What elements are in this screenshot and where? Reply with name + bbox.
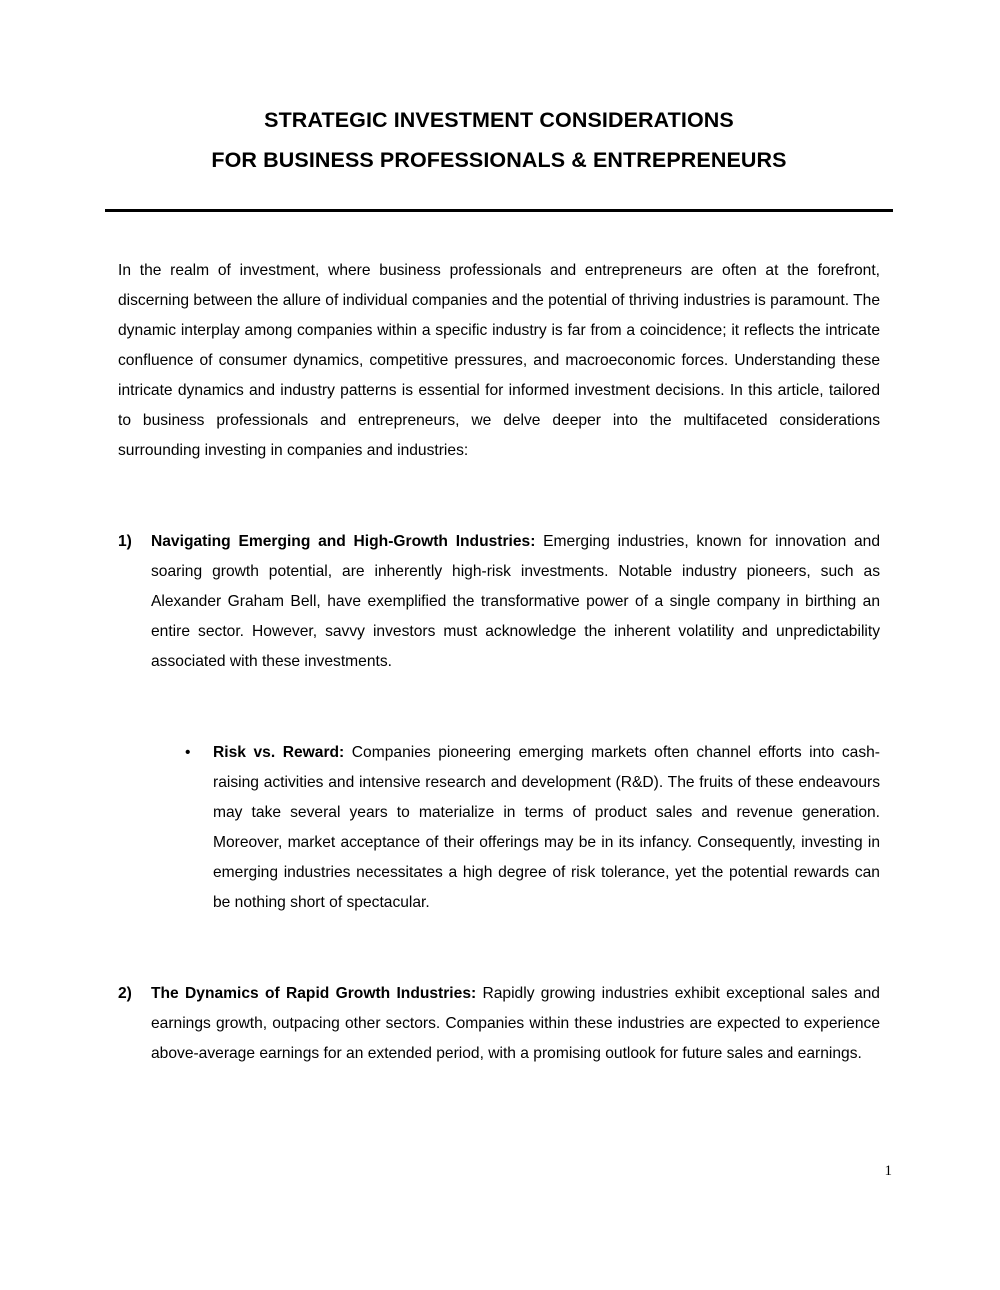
title-line-2: FOR BUSINESS PROFESSIONALS & ENTREPRENEURS <box>211 148 787 172</box>
bullet-list <box>118 738 880 918</box>
bullet-item-text: Companies pioneering emerging markets often channel efforts into cash-raising activities and intensive research and development (R&D). The fruits of these endeavours may take several years to materialize in terms of product sales and revenue generation. Moreover, market acceptance of their offerings may be in its infancy. Consequently, investing in emerging industries necessitates a high degree of risk tolerance, yet the potential rewards can be nothing short of spectacular. <box>213 744 880 911</box>
bullet-item-lead: Risk vs. Reward: <box>213 744 345 761</box>
numbered-list <box>118 527 880 677</box>
intro-paragraph: In the realm of investment, where business professionals and entrepreneurs are often at the forefront, discerning between the allure of individual companies and the potential of thriving industries is paramount. The dynamic interplay among companies within a specific industry is far from a coincidence; it reflects the intricate confluence of consumer dynamics, competitive pressures, and macroeconomic forces. Understanding these intricate dynamics and industry patterns is essential for informed investment decisions. In this article, tailored to business professionals and entrepreneurs, we delve deeper into the multifaceted considerations surrounding investing in companies and industries: <box>118 262 880 459</box>
list-item-lead: The Dynamics of Rapid Growth Industries: <box>151 985 477 1002</box>
list-item-marker: 2) <box>118 985 132 1002</box>
list-item <box>185 738 880 918</box>
list-item <box>118 527 880 677</box>
list-item-text: Emerging industries, known for innovation and soaring growth potential, are inherently high-risk investments. Notable industry pioneers, such as Alexander Graham Bell, have exemplified the transformative power of a single company in birthing an entire sector. However, savvy investors must acknowledge the inherent volatility and unpredictability associated with these investments. <box>151 533 880 670</box>
numbered-list-continued <box>118 979 880 1069</box>
title-line-1: STRATEGIC INVESTMENT CONSIDERATIONS <box>264 108 734 132</box>
list-item-lead: Navigating Emerging and High-Growth Industries: <box>151 533 536 550</box>
page-number: 1 <box>884 1163 892 1179</box>
list-item <box>118 979 880 1069</box>
bullet-marker-icon: • <box>185 744 191 761</box>
title-divider-rule <box>105 209 893 212</box>
document-content <box>118 0 880 1069</box>
list-item-text: Rapidly growing industries exhibit exceptional sales and earnings growth, outpacing other sectors. Companies within these industries are expected to experience above-average earnings for an extended period, with a promising outlook for future sales and earnings. <box>151 985 880 1062</box>
document-title <box>118 0 880 180</box>
list-item-marker: 1) <box>118 533 132 550</box>
